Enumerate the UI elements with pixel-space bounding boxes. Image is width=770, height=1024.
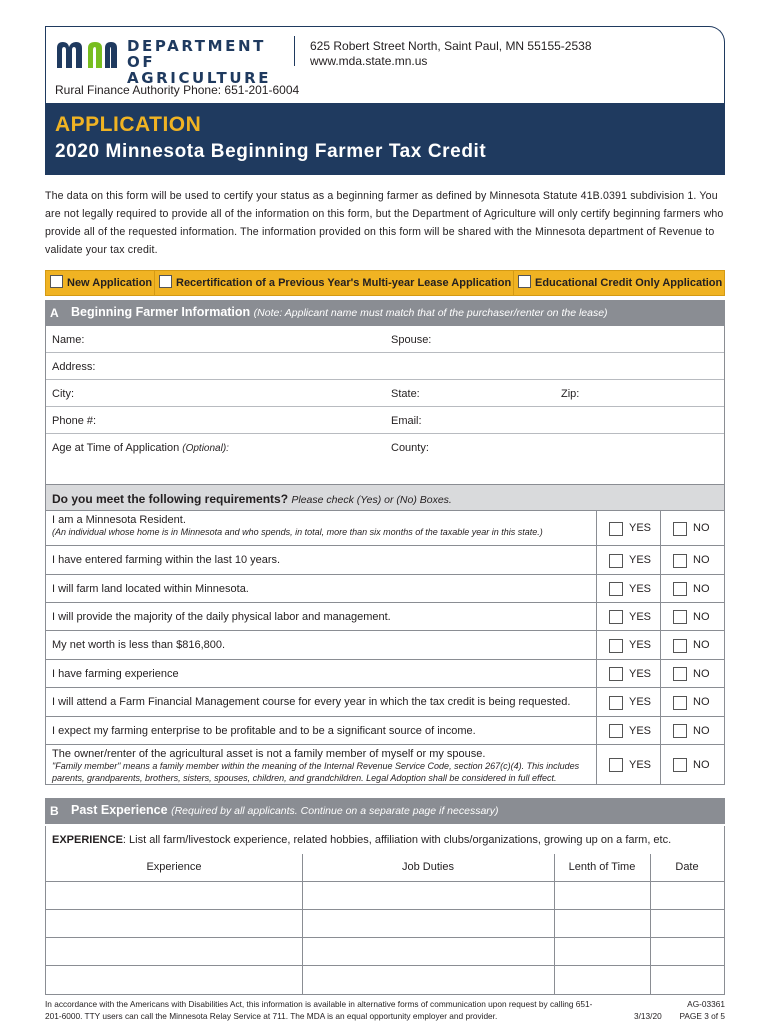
no-checkbox[interactable]	[673, 758, 687, 772]
requirement-statement: My net worth is less than $816,800.	[52, 639, 226, 651]
row-name	[46, 326, 724, 353]
street-address: 625 Robert Street North, Saint Paul, MN 55155-2538	[310, 39, 592, 53]
logo-wordmark	[127, 38, 295, 86]
col-experience: Experience	[146, 861, 202, 873]
row-divider	[46, 909, 724, 910]
no-checkbox[interactable]	[673, 610, 687, 624]
requirement-row	[46, 717, 724, 745]
no-label: NO	[693, 758, 710, 771]
requirement-row	[46, 631, 724, 660]
app-type-recertification[interactable]	[159, 275, 511, 293]
page-title: 2020 Minnesota Beginning Farmer Tax Credit	[55, 141, 487, 162]
experience-table	[45, 854, 725, 995]
yes-label: YES	[629, 639, 652, 651]
yes-label: YES	[629, 610, 652, 623]
requirement-row	[46, 745, 724, 785]
logo-line-1: DEPARTMENT OF	[127, 37, 266, 71]
yes-label: YES	[629, 522, 652, 534]
checkbox[interactable]	[518, 275, 531, 288]
no-label: NO	[693, 610, 710, 623]
divider	[513, 271, 514, 295]
no-checkbox[interactable]	[673, 667, 687, 681]
header-divider	[294, 36, 295, 66]
column-divider	[650, 854, 651, 994]
ada-notice: In accordance with the Americans with Disabilities Act, this information is available in alternative forms of communication upon request by calling 651-201-6000. TTY users can call the Minnesota Relay Service at 711. The MDA is an equal opportunity employer and provider.	[45, 999, 593, 1021]
no-label: NO	[693, 522, 710, 534]
no-checkbox[interactable]	[673, 582, 687, 596]
yes-checkbox[interactable]	[609, 522, 623, 536]
yes-option[interactable]	[596, 546, 660, 574]
yes-label: YES	[629, 554, 652, 566]
requirements-note: Please check (Yes) or (No) Boxes.	[291, 494, 452, 506]
app-type-label: Recertification of a Previous Year's Multi-year Lease Application	[176, 277, 512, 289]
yes-option[interactable]	[596, 745, 660, 784]
experience-instructions	[45, 826, 725, 854]
requirement-row	[46, 603, 724, 631]
app-type-label: New Application	[67, 277, 153, 289]
requirement-text	[52, 639, 592, 651]
no-option[interactable]	[660, 546, 724, 574]
page-footer	[45, 998, 725, 1024]
state-field[interactable]: State:	[391, 388, 420, 400]
divider	[154, 271, 155, 295]
county-field[interactable]: County:	[391, 442, 429, 454]
requirement-row	[46, 575, 724, 603]
no-label: NO	[693, 724, 710, 737]
no-option[interactable]	[660, 603, 724, 630]
row-city	[46, 380, 724, 407]
row-divider	[46, 937, 724, 938]
row-divider	[46, 881, 724, 882]
section-title-text: Past Experience	[71, 803, 168, 817]
yes-option[interactable]	[596, 603, 660, 630]
experience-lead-bold: EXPERIENCE	[52, 834, 123, 846]
requirement-text	[52, 668, 592, 680]
row-address	[46, 353, 724, 380]
section-note: (Note: Applicant name must match that of the purchaser/renter on the lease)	[253, 307, 608, 319]
age-label: Age at Time of Application	[52, 442, 180, 454]
address-field[interactable]: Address:	[52, 361, 96, 373]
no-checkbox[interactable]	[673, 696, 687, 710]
experience-lead	[52, 834, 671, 846]
row-age	[46, 434, 724, 461]
requirement-text	[52, 554, 592, 566]
email-field[interactable]: Email:	[391, 415, 422, 427]
checkbox[interactable]	[159, 275, 172, 288]
col-job-duties: Job Duties	[402, 861, 454, 873]
yes-label: YES	[629, 667, 652, 680]
yes-checkbox[interactable]	[609, 724, 623, 738]
phone-field[interactable]: Phone #:	[52, 415, 97, 427]
no-label: NO	[693, 667, 710, 680]
city-field[interactable]: City:	[52, 388, 74, 400]
age-optional-note: (Optional):	[182, 443, 229, 454]
experience-lead-text: : List all farm/livestock experience, related hobbies, affiliation with clubs/organizations, growing up on a farm, etc.	[122, 834, 672, 846]
yes-checkbox[interactable]	[609, 554, 623, 568]
yes-option[interactable]	[596, 717, 660, 744]
spouse-field[interactable]: Spouse:	[391, 334, 432, 346]
requirement-statement: The owner/renter of the agricultural asset is not a family member of myself or my spouse.	[52, 748, 486, 760]
yes-option[interactable]	[596, 631, 660, 659]
no-option[interactable]	[660, 511, 724, 545]
section-title	[71, 305, 608, 319]
checkbox[interactable]	[50, 275, 63, 288]
section-b-header	[45, 798, 725, 824]
requirement-explanation: "Family member" means a family member within the meaning of the Internal Revenue Service Code, section 267(c)(4). This includes parents, grandparents, brothers, sisters, spouses, children, and grandchildren. Legal Adoption shall be considered in full effect.	[52, 761, 580, 783]
no-checkbox[interactable]	[673, 522, 687, 536]
row-phone	[46, 407, 724, 434]
requirement-text	[52, 748, 592, 784]
section-letter: A	[50, 306, 59, 320]
requirement-row	[46, 660, 724, 688]
column-divider	[554, 854, 555, 994]
yes-option[interactable]	[596, 511, 660, 545]
requirement-explanation: (An individual whose home is in Minnesota and who spends, in total, more than six months of the taxable year in this state.)	[52, 527, 543, 537]
column-divider	[302, 854, 303, 994]
no-checkbox[interactable]	[673, 639, 687, 653]
yes-option[interactable]	[596, 575, 660, 602]
no-checkbox[interactable]	[673, 724, 687, 738]
requirements-header	[45, 484, 725, 511]
form-id: AG-03361	[687, 999, 725, 1009]
no-option[interactable]	[660, 745, 724, 784]
requirement-statement: I will farm land located within Minnesota.	[52, 582, 249, 595]
section-letter: B	[50, 804, 59, 818]
revision-date: 3/13/20	[634, 1011, 662, 1021]
row-divider	[46, 965, 724, 966]
yes-label: YES	[629, 582, 652, 595]
yes-option[interactable]	[596, 688, 660, 716]
yes-label: YES	[629, 758, 652, 771]
app-type-label: Educational Credit Only Application	[535, 277, 723, 289]
requirement-statement: I expect my farming enterprise to be profitable and to be a significant source of income.	[52, 724, 476, 737]
mda-logo	[55, 36, 295, 87]
yes-checkbox[interactable]	[609, 696, 623, 710]
yes-option[interactable]	[596, 660, 660, 687]
yes-label: YES	[629, 696, 652, 708]
form-page	[45, 26, 725, 1021]
agency-address	[310, 39, 592, 69]
col-date: Date	[675, 861, 699, 873]
requirement-text	[52, 583, 592, 595]
no-label: NO	[693, 582, 710, 595]
banner-kicker: APPLICATION	[55, 113, 202, 136]
website-url[interactable]: www.mda.state.mn.us	[310, 54, 428, 68]
intro-paragraph: The data on this form will be used to certify your status as a beginning farmer as defined by Minnesota Statute 41B.0391 subdivision 1. You are not legally required to provide all of the information on this form, but the Department of Agriculture will only certify beginning farmers who provide all of the requested information. The information provided on this form will be shared with the Minnesota department of Revenue to validate your tax credit.	[45, 190, 724, 256]
requirements-heading: Do you meet the following requirements?	[52, 492, 289, 506]
rfa-phone: Rural Finance Authority Phone: 651-201-6004	[55, 83, 300, 97]
yes-checkbox[interactable]	[609, 610, 623, 624]
no-label: NO	[693, 639, 710, 651]
col-length-of-time: Lenth of Time	[568, 861, 636, 873]
experience-table-header	[46, 854, 724, 879]
no-label: NO	[693, 554, 710, 566]
requirements-title	[52, 492, 452, 506]
section-title-text: Beginning Farmer Information	[71, 305, 251, 319]
requirement-row	[46, 546, 724, 575]
yes-checkbox[interactable]	[609, 582, 623, 596]
requirement-row	[46, 688, 724, 717]
applicant-info-grid	[45, 326, 725, 484]
requirement-text	[52, 514, 592, 538]
page-number: PAGE 3 of 5	[679, 1011, 725, 1021]
no-option[interactable]	[660, 688, 724, 716]
name-field[interactable]: Name:	[52, 334, 85, 346]
zip-field[interactable]: Zip:	[561, 388, 580, 400]
requirement-row	[46, 511, 724, 546]
requirement-statement: I will provide the majority of the daily physical labor and management.	[52, 610, 391, 623]
no-option[interactable]	[660, 660, 724, 687]
application-type-bar	[45, 270, 725, 296]
requirement-text	[52, 611, 592, 623]
no-option[interactable]	[660, 631, 724, 659]
requirement-statement: I am a Minnesota Resident.	[52, 514, 186, 526]
requirement-statement: I will attend a Farm Financial Management course for every year in which the tax credit is being requested.	[52, 696, 571, 708]
yes-checkbox[interactable]	[609, 639, 623, 653]
logo-line-2: AGRICULTURE	[127, 69, 272, 87]
requirements-table	[45, 511, 725, 785]
yes-label: YES	[629, 724, 652, 737]
title-banner	[45, 103, 725, 175]
requirement-text	[52, 725, 592, 737]
app-type-educational[interactable]	[518, 275, 722, 293]
no-label: NO	[693, 696, 710, 708]
app-type-new[interactable]	[50, 275, 152, 293]
requirement-statement: I have farming experience	[52, 667, 179, 680]
no-checkbox[interactable]	[673, 554, 687, 568]
section-title	[71, 803, 499, 817]
section-a-header	[45, 300, 725, 326]
requirement-statement: I have entered farming within the last 10 years.	[52, 554, 281, 566]
mn-logo-icon	[55, 38, 119, 70]
section-note: (Required by all applicants. Continue on a separate page if necessary)	[171, 805, 499, 817]
requirement-text	[52, 696, 592, 708]
yes-checkbox[interactable]	[609, 758, 623, 772]
age-field[interactable]	[52, 442, 229, 454]
yes-checkbox[interactable]	[609, 667, 623, 681]
no-option[interactable]	[660, 717, 724, 744]
no-option[interactable]	[660, 575, 724, 602]
